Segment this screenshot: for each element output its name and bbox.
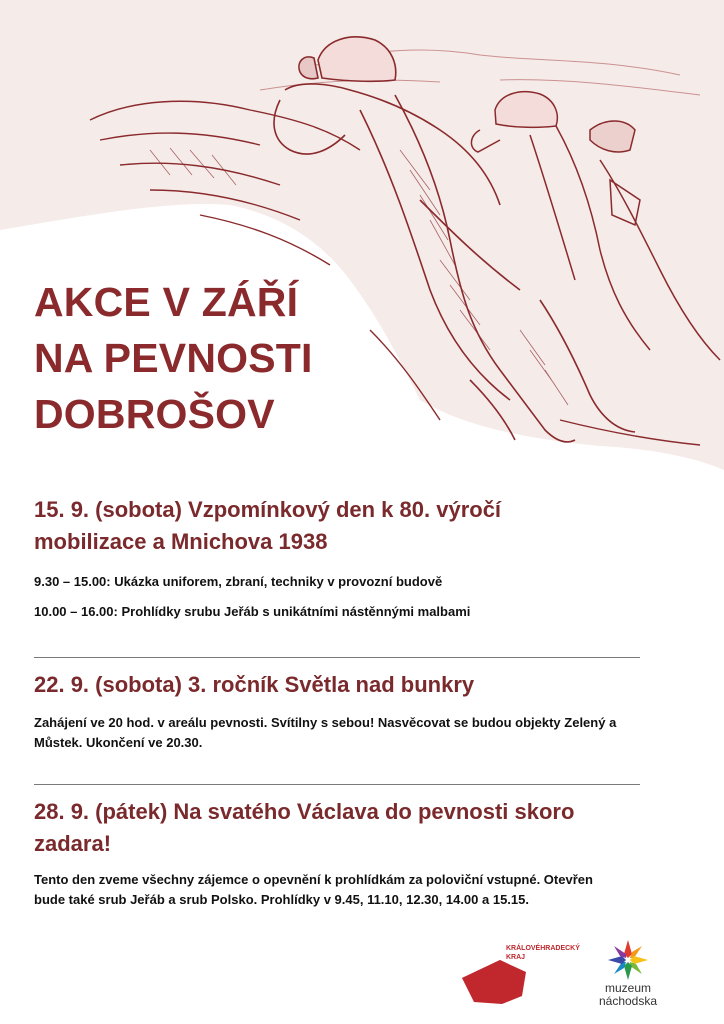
event-detail: 10.00 – 16.00: Prohlídky srubu Jeřáb s unikátními nástěnnými malbami	[34, 604, 471, 619]
event-heading: 15. 9. (sobota) Vzpomínkový den k 80. výročí mobilizace a Mnichova 1938	[34, 497, 502, 554]
event-heading: 22. 9. (sobota) 3. ročník Světla nad bunkry	[34, 672, 475, 697]
section-divider	[34, 784, 640, 785]
poster-title	[34, 274, 313, 442]
event-heading: 28. 9. (pátek) Na svatého Václava do pevnosti skoro zadara!	[34, 799, 575, 856]
star-burst-icon	[606, 938, 650, 982]
event-detail: Zahájení ve 20 hod. v areálu pevnosti. Svítilny s sebou! Nasvěcovat se budou objekty Zelený a Můstek. Ukončení ve 20.30.	[34, 715, 617, 750]
event-section-1	[34, 494, 640, 622]
kraj-logo-text: KRÁLOVÉHRADECKÝ KRAJ	[506, 945, 580, 961]
kraj-shape-icon	[462, 944, 580, 1008]
title-line-1: AKCE V ZÁŘÍ	[34, 279, 299, 325]
museum-name-line-2: náchodska	[598, 994, 658, 1008]
muzeum-nachodska-logo	[588, 938, 668, 1018]
kralovehradecky-kraj-logo	[462, 944, 580, 1008]
event-section-3	[34, 796, 640, 910]
event-section-2	[34, 669, 640, 753]
museum-logo-text	[588, 982, 668, 1008]
event-detail: Tento den zveme všechny zájemce o opevnění k prohlídkám za poloviční vstupné. Otevřen bude také srub Jeřáb a srub Polsko. Prohlídky v 9.45, 11.10, 12.30, 14.00 a 15.15.	[34, 872, 593, 907]
event-detail: 9.30 – 15.00: Ukázka uniforem, zbraní, techniky v provozní budově	[34, 574, 443, 589]
museum-name-line-1: muzeum	[604, 981, 651, 995]
title-line-2: NA PEVNOSTI	[34, 335, 313, 381]
title-line-3: DOBROŠOV	[34, 391, 275, 437]
section-divider	[34, 657, 640, 658]
